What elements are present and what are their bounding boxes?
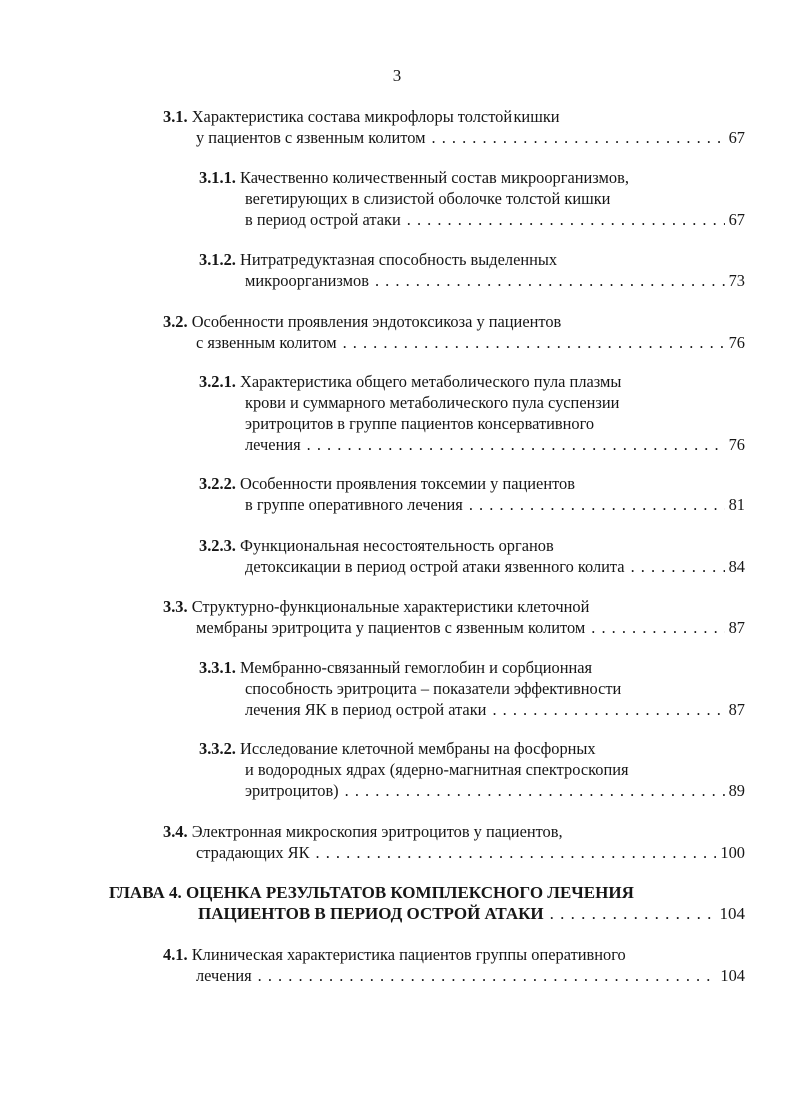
toc-title-line: с язвенным колитом <box>196 333 337 352</box>
toc-title-line: эритроцитов в группе пациентов консервативного <box>245 414 595 433</box>
toc-page: 76 <box>728 435 745 454</box>
toc-entry-3-1[interactable] <box>163 106 745 148</box>
toc-number: 3.3.2. <box>199 739 236 758</box>
toc-title-line: Особенности проявления эндотоксикоза у пациентов <box>191 312 562 331</box>
toc-number: 3.2.1. <box>199 372 236 391</box>
toc-page: 100 <box>720 843 745 862</box>
toc-title-line: Нитратредуктазная способность выделенных <box>240 250 558 269</box>
toc-number: 3.1.2. <box>199 250 236 269</box>
toc-title-line: эритроцитов) <box>245 781 339 800</box>
toc-title-line: Характеристика состава микрофлоры толстой кишки <box>191 107 560 126</box>
toc-title-line: Мембранно-связанный гемоглобин и сорбционная <box>240 658 593 677</box>
toc-title-line: Особенности проявления токсемии у пациентов <box>240 474 575 493</box>
toc-entry-3-2[interactable] <box>163 311 745 353</box>
toc-title-line: и водородных ядрах (ядерно-магнитная спектроскопия <box>245 760 629 779</box>
leader-dots <box>307 434 725 455</box>
leader-dots <box>591 617 724 638</box>
toc-page: 104 <box>719 904 745 923</box>
toc-title-line: Исследование клеточной мембраны на фосфорных <box>240 739 596 758</box>
toc-title-line: Качественно количественный состав микроорганизмов, <box>240 168 629 187</box>
toc-number: 3.2. <box>163 312 188 331</box>
toc-entry-3-2-3[interactable] <box>199 535 745 577</box>
toc-entry-3-3-1[interactable] <box>199 657 745 720</box>
toc-title-line: Структурно-функциональные характеристики клеточной <box>191 597 590 616</box>
toc-title-line: в группе оперативного лечения <box>245 495 463 514</box>
toc-entry-4-1[interactable] <box>163 944 745 986</box>
toc-title-line: вегетирующих в слизистой оболочке толстой кишки <box>245 189 611 208</box>
toc-entry-chapter-4[interactable] <box>109 882 745 924</box>
toc-page: 67 <box>728 210 745 229</box>
leader-dots <box>316 842 717 863</box>
toc-entry-3-3[interactable] <box>163 596 745 638</box>
toc-entry-3-3-2[interactable] <box>199 738 745 801</box>
toc-title-line: Электронная микроскопия эритроцитов у пациентов, <box>191 822 563 841</box>
leader-dots <box>469 494 725 515</box>
toc-number: ГЛАВА 4. <box>109 883 182 902</box>
toc-entry-3-2-2[interactable] <box>199 473 745 515</box>
toc-title-line: лечения <box>196 966 252 985</box>
toc-title-line: ОЦЕНКА РЕЗУЛЬТАТОВ КОМПЛЕКСНОГО ЛЕЧЕНИЯ <box>186 883 634 902</box>
toc-title-line: способность эритроцита – показатели эффективности <box>245 679 622 698</box>
toc-entry-3-1-1[interactable] <box>199 167 745 230</box>
toc-title-line: лечения ЯК в период острой атаки <box>245 700 487 719</box>
toc-number: 3.1.1. <box>199 168 236 187</box>
toc-number: 3.4. <box>163 822 188 841</box>
toc-page: 76 <box>728 333 745 352</box>
toc-number: 4.1. <box>163 945 188 964</box>
toc-title-line: ПАЦИЕНТОВ В ПЕРИОД ОСТРОЙ АТАКИ <box>198 904 544 923</box>
toc-number: 3.3.1. <box>199 658 236 677</box>
toc-title-line: Характеристика общего метаболического пула плазмы <box>240 372 622 391</box>
toc-page: 87 <box>728 618 745 637</box>
toc-title-line: в период острой атаки <box>245 210 401 229</box>
toc-title-line: Клиническая характеристика пациентов группы оперативного <box>191 945 626 964</box>
toc-title-line: крови и суммарного метаболического пула суспензии <box>245 393 620 412</box>
toc-page: 67 <box>728 128 745 147</box>
leader-dots <box>631 556 725 577</box>
page-number: 3 <box>392 66 402 85</box>
toc-title-line: детоксикации в период острой атаки язвенного колита <box>245 557 625 576</box>
toc-page: 84 <box>728 557 745 576</box>
toc-title-line: Функциональная несостоятельность органов <box>240 536 554 555</box>
toc-page: 81 <box>728 495 745 514</box>
toc-page: 87 <box>728 700 745 719</box>
leader-dots <box>550 903 716 924</box>
toc-entry-3-2-1[interactable] <box>199 371 745 455</box>
leader-dots <box>375 270 725 291</box>
leader-dots <box>432 127 725 148</box>
toc-number: 3.2.3. <box>199 536 236 555</box>
leader-dots <box>258 965 717 986</box>
toc-page: 89 <box>728 781 745 800</box>
toc-number: 3.2.2. <box>199 474 236 493</box>
leader-dots <box>343 332 725 353</box>
toc-title-line: микроорганизмов <box>245 271 369 290</box>
toc-entry-3-4[interactable] <box>163 821 745 863</box>
toc-page: 73 <box>728 271 745 290</box>
leader-dots <box>407 209 725 230</box>
toc-title-line: лечения <box>245 435 301 454</box>
toc-title-line: страдающих ЯК <box>196 843 310 862</box>
leader-dots <box>345 780 725 801</box>
toc-title-line: мембраны эритроцита у пациентов с язвенным колитом <box>196 618 586 637</box>
toc-entry-3-1-2[interactable] <box>199 249 745 291</box>
leader-dots <box>492 699 724 720</box>
toc-title-line: у пациентов с язвенным колитом <box>196 128 426 147</box>
toc-number: 3.1. <box>163 107 188 126</box>
toc-number: 3.3. <box>163 597 188 616</box>
toc-page: 104 <box>720 966 745 985</box>
